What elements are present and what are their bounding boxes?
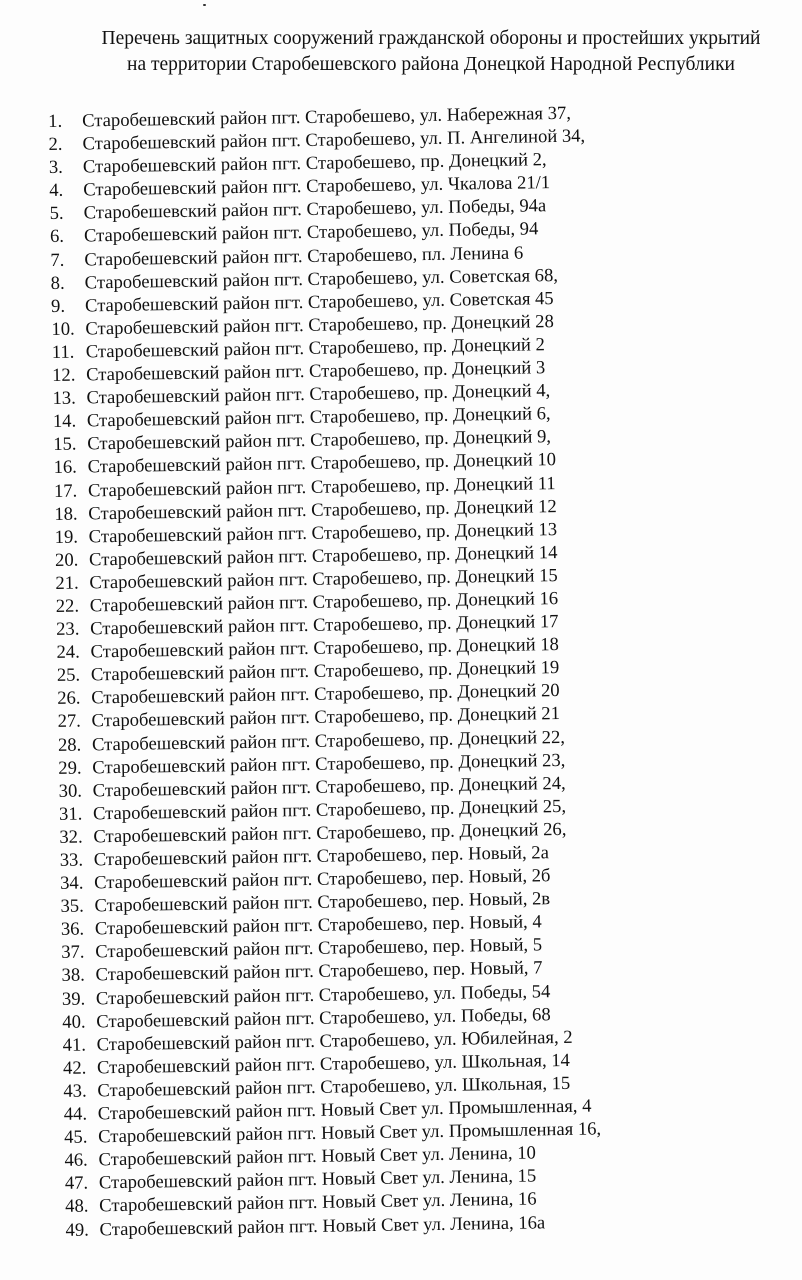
scan-speck	[203, 4, 206, 6]
list-item-address: Старобешевский район пгт. Старобешево, пр. Донецкий 15	[89, 564, 558, 594]
list-item-address: Старобешевский район пгт. Старобешево, пр. Донецкий 25,	[92, 795, 567, 825]
list-item-number: 4.	[49, 180, 64, 202]
list-item-number: 45.	[63, 1126, 88, 1148]
list-item-number: 38.	[61, 964, 86, 987]
list-item-number: 13.	[52, 387, 76, 410]
list-item-number: 2.	[48, 133, 63, 156]
list-item-address: Старобешевский район пгт. Старобешево, пр. Донецкий 3	[86, 357, 546, 386]
list-item-number: 24.	[56, 641, 80, 664]
list-item-number: 39.	[61, 988, 86, 1010]
list-item-number: 36.	[60, 918, 85, 941]
list-item-number: 41.	[62, 1034, 87, 1056]
list-item-number: 15.	[53, 433, 77, 456]
list-item-address: Старобешевский район пгт. Старобешево, пр. Донецкий 23,	[92, 749, 566, 779]
list-item-address: Старобешевский район пгт. Старобешево, пр. Донецкий 10	[87, 449, 557, 478]
list-item-address: Старобешевский район пгт. Новый Свет ул. Ленина, 16	[99, 1188, 537, 1217]
title-line-2: на территории Старобешевского района Донецкой Народной Республики	[127, 54, 735, 75]
title-line-1: Перечень защитных сооружений гражданской обороны и простейших укрытий	[101, 28, 761, 49]
list-item-address: Старобешевский район пгт. Старобешево, пр. Донецкий 19	[90, 657, 560, 686]
list-item-address: Старобешевский район пгт. Старобешево, ул. Юбилейная, 2	[96, 1026, 573, 1056]
list-item-number: 27.	[57, 710, 82, 733]
list-item-number: 43.	[63, 1080, 87, 1102]
list-item-number: 33.	[59, 849, 84, 871]
list-item-address: Старобешевский район пгт. Старобешево, пр. Донецкий 18	[90, 634, 560, 663]
list-item-address: Старобешевский район пгт. Старобешево, пр. Донецкий 24,	[92, 772, 566, 802]
list-item-address: Старобешевский район пгт. Старобешево, пр. Донецкий 26,	[93, 818, 567, 848]
list-item-address: Старобешевский район пгт. Старобешево, ул. Советская 68,	[84, 264, 559, 294]
shelter-list	[48, 98, 802, 1241]
list-item-number: 11.	[51, 341, 75, 363]
list-item-address: Старобешевский район пгт. Старобешево, ул. Советская 45	[84, 287, 554, 317]
list-item-number: 25.	[56, 664, 81, 687]
list-item-address: Старобешевский район пгт. Старобешево, ул. Школьная, 15	[97, 1072, 571, 1102]
list-item-address: Старобешевский район пгт. Старобешево, пр. Донецкий 22,	[91, 726, 566, 755]
list-item-address: Старобешевский район пгт. Новый Свет ул. Промышленная, 4	[97, 1095, 592, 1125]
list-item-number: 9.	[50, 295, 66, 317]
list-item-number: 5.	[49, 203, 64, 225]
list-item-number: 10.	[51, 318, 75, 340]
list-item-number: 37.	[61, 941, 85, 964]
list-item-address: Старобешевский район пгт. Старобешево, пр. Донецкий 16	[89, 588, 559, 617]
list-item-address: Старобешевский район пгт. Старобешево, ул. Победы, 94а	[83, 195, 547, 224]
list-item-number: 44.	[63, 1103, 88, 1125]
list-item-number: 46.	[64, 1149, 88, 1172]
list-item-address: Старобешевский район пгт. Новый Свет ул. Ленина, 16а	[99, 1211, 546, 1240]
list-item-number: 49.	[65, 1218, 90, 1241]
list-item-number: 40.	[62, 1011, 86, 1033]
list-item-number: 7.	[50, 249, 65, 271]
list-item-address: Старобешевский район пгт. Новый Свет ул. Ленина, 15	[98, 1165, 537, 1194]
list-item-address: Старобешевский район пгт. Старобешево, пл. Ленина 6	[84, 242, 524, 271]
list-item-number: 31.	[58, 803, 83, 825]
list-item-number: 16.	[53, 456, 78, 479]
list-item-number: 3.	[48, 156, 64, 179]
list-item-address: Старобешевский район пгт. Старобешево, пр. Донецкий 6,	[86, 403, 551, 432]
list-item-address: Старобешевский район пгт. Старобешево, ул. Школьная, 14	[96, 1049, 571, 1079]
list-item-address: Старобешевский район пгт. Старобешево, пер. Новый, 2а	[93, 842, 550, 871]
list-item-number: 22.	[55, 595, 80, 617]
list-item-address: Старобешевский район пгт. Старобешево, пр. Донецкий 12	[88, 495, 557, 525]
document-title	[60, 26, 802, 78]
list-item-address: Старобешевский район пгт. Старобешево, пр. Донецкий 20	[91, 680, 560, 709]
list-item-address: Старобешевский район пгт. Старобешево, ул. Победы, 54	[95, 980, 551, 1009]
list-item-number: 6.	[49, 226, 65, 248]
list-item-address: Старобешевский район пгт. Старобешево, пер. Новый, 2в	[94, 888, 551, 917]
list-item-number: 20.	[54, 549, 79, 571]
list-item-address: Старобешевский район пгт. Старобешево, пер. Новый, 5	[95, 934, 543, 963]
list-item-address: Старобешевский район пгт. Старобешево, пр. Донецкий 11	[87, 472, 556, 501]
list-item-number: 19.	[54, 526, 79, 548]
list-item-number: 47.	[64, 1172, 89, 1195]
list-item-number: 42.	[62, 1057, 87, 1079]
list-item-address: Старобешевский район пгт. Старобешево, пр. Донецкий 2,	[82, 149, 547, 178]
list-item-address: Старобешевский район пгт. Старобешево, ул. Победы, 94	[83, 218, 539, 247]
list-item-address: Старобешевский район пгт. Старобешево, ул. Победы, 68	[96, 1003, 551, 1033]
list-item-number: 34.	[59, 872, 84, 894]
list-item-address: Старобешевский район пгт. Старобешево, пр. Донецкий 13	[88, 518, 558, 548]
list-item-number: 26.	[57, 687, 81, 710]
list-item-address: Старобешевский район пгт. Новый Свет ул. Промышленная 16,	[97, 1118, 602, 1148]
list-item-number: 14.	[52, 410, 77, 433]
list-item-address: Старобешевский район пгт. Старобешево, пр. Донецкий 17	[89, 611, 559, 640]
list-item-number: 12.	[52, 364, 76, 386]
list-item-number: 23.	[55, 618, 80, 640]
list-item-address: Старобешевский район пгт. Старобешево, пр. Донецкий 9,	[87, 426, 552, 455]
list-item-address: Старобешевский район пгт. Старобешево, пр. Донецкий 4,	[86, 380, 551, 409]
list-item-address: Старобешевский район пгт. Старобешево, пр. Донецкий 21	[91, 703, 561, 732]
list-item-number: 32.	[59, 826, 83, 848]
list-item-address: Старобешевский район пгт. Старобешево, ул. Набережная 37,	[82, 102, 572, 132]
list-item-address: Старобешевский район пгт. Старобешево, пер. Новый, 4	[94, 911, 542, 940]
list-item-address: Старобешевский район пгт. Старобешево, пр. Донецкий 2	[85, 334, 546, 363]
list-item-number: 17.	[53, 480, 78, 502]
list-item-address: Старобешевский район пгт. Старобешево, пр. Донецкий 28	[85, 310, 554, 340]
list-item-number: 29.	[58, 757, 82, 779]
list-item-address: Старобешевский район пгт. Старобешево, пер. Новый, 2б	[93, 865, 551, 894]
list-item-number: 18.	[54, 503, 78, 525]
list-item-number: 28.	[57, 734, 82, 756]
list-item-number: 1.	[48, 110, 63, 132]
list-item-number: 30.	[58, 780, 83, 802]
list-item-number: 35.	[60, 895, 84, 918]
list-item-number: 21.	[55, 572, 79, 594]
list-item-address: Старобешевский район пгт. Новый Свет ул. Ленина, 10	[98, 1142, 537, 1171]
list-item-number: 48.	[65, 1195, 89, 1218]
list-item-address: Старобешевский район пгт. Старобешево, ул. Чкалова 21/1	[83, 172, 551, 201]
list-item-address: Старобешевский район пгт. Старобешево, ул. П. Ангелиной 34,	[82, 125, 586, 155]
list-item-number: 8.	[50, 272, 65, 294]
list-item-address: Старобешевский район пгт. Старобешево, пер. Новый, 7	[95, 957, 543, 986]
list-item-address: Старобешевский район пгт. Старобешево, пр. Донецкий 14	[88, 541, 558, 571]
